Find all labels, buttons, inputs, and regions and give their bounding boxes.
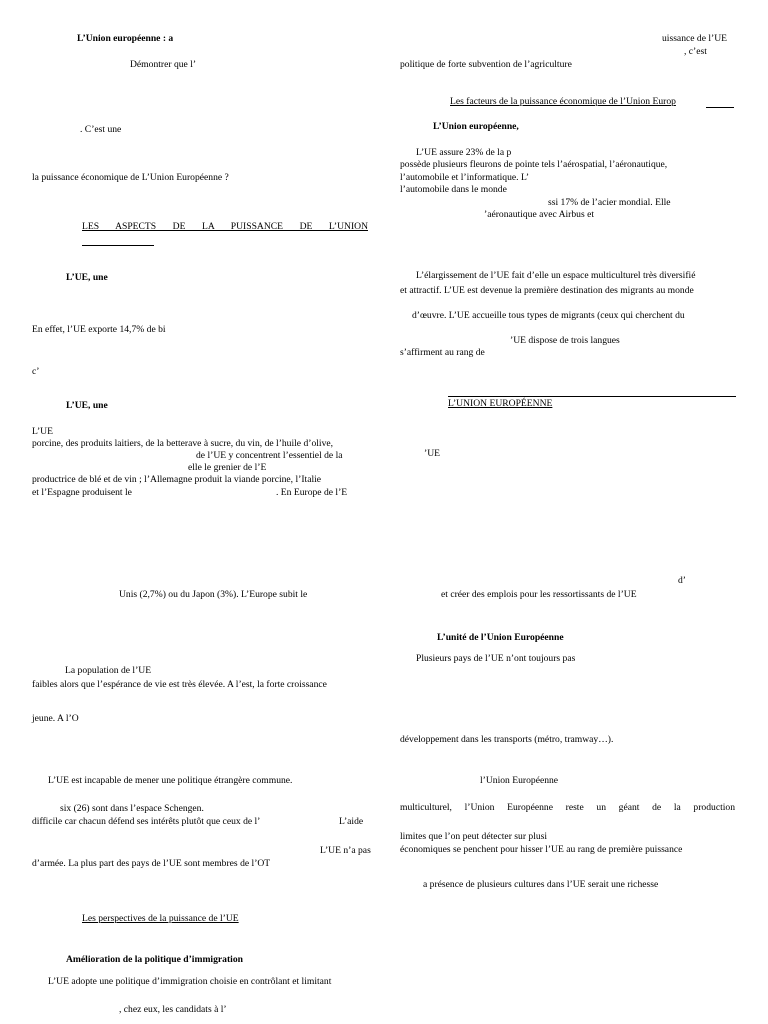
paragraph-faibles: faibles alors que l’espérance de vie est très élevée. A l’est, la forte croissance xyxy=(32,679,327,690)
subheading-amelioration: Amélioration de la politique d’immigration xyxy=(66,954,243,965)
paragraph-fleurons: possède plusieurs fleurons de pointe tels l’aérospatial, l’aéronautique, xyxy=(400,159,668,170)
agri-line-2: porcine, des produits laitiers, de la betterave à sucre, du vin, de l’huile d’olive, xyxy=(32,438,334,449)
intro-question: la puissance économique de L’Union Européenne ? xyxy=(32,172,229,183)
heading-perspectives: Les perspectives de la puissance de l’UE xyxy=(82,913,239,924)
right-puissance-ue: uissance de l’UE xyxy=(662,33,728,44)
paragraph-acier: ssi 17% de l’acier mondial. Elle xyxy=(548,197,671,208)
paragraph-na-pas: L’UE n’a pas xyxy=(320,845,371,856)
document-title: L’Union européenne : a xyxy=(77,33,174,44)
paragraph-automobile: l’automobile et l’informatique. L’ xyxy=(400,172,530,183)
paragraph-transports: développement dans les transports (métro, tramway…). xyxy=(400,734,614,745)
paragraph-presence: a présence de plusieurs cultures dans l’UE serait une richesse xyxy=(423,879,659,890)
right-cest: , c’est xyxy=(684,46,707,57)
paragraph-attractif: et attractif. L’UE est devenue la première destination des migrants au monde xyxy=(400,285,694,296)
paragraph-assure: L’UE assure 23% de la p xyxy=(416,147,512,158)
paragraph-emplois: et créer des emplois pour les ressortissants de l’UE xyxy=(441,589,637,600)
paragraph-airbus: ’aéronautique avec Airbus et xyxy=(484,209,595,220)
subheading-ue-une-1: L’UE, une xyxy=(66,272,108,283)
agri-line-1: L’UE xyxy=(32,426,53,437)
paragraph-auto-monde: l’automobile dans le monde xyxy=(400,184,507,195)
paragraph-incapable: L’UE est incapable de mener une politique étrangère commune. xyxy=(48,775,293,786)
heading-union-rule-top xyxy=(448,396,736,397)
subheading-ue-une-2: L’UE, une xyxy=(66,400,108,411)
paragraph-laide: L’aide xyxy=(339,816,364,827)
paragraph-plusieurs: Plusieurs pays de l’UE n’ont toujours pas xyxy=(416,653,576,664)
paragraph-oeuvre: d’œuvre. L’UE accueille tous types de migrants (ceux qui cherchent du xyxy=(412,310,685,321)
intro-demontrer: Démontrer que l’ xyxy=(130,59,197,70)
paragraph-schengen: six (26) sont dans l’espace Schengen. xyxy=(60,803,204,814)
section-heading-aspects: LES ASPECTS DE LA PUISSANCE DE L’UNION xyxy=(82,221,368,232)
paragraph-d: d’ xyxy=(678,575,686,586)
agri-line-5: productrice de blé et de vin ; l’Allemagne produit la viande porcine, l’Italie xyxy=(32,474,322,485)
paragraph-exporte: En effet, l’UE exporte 14,7% de bi xyxy=(32,324,166,335)
paragraph-multiculturel: multiculturel, l’Union Européenne reste un géant de la production xyxy=(400,802,735,813)
paragraph-population: La population de l’UE xyxy=(65,665,152,676)
paragraph-adopte: L’UE adopte une politique d’immigration choisie en contrôlant et limitant xyxy=(48,976,332,987)
heading-union-europeenne: L’UNION EUROPÉENNE xyxy=(448,398,553,409)
paragraph-ue-small: ’UE xyxy=(424,448,440,459)
paragraph-union-europeenne-2: l’Union Européenne xyxy=(480,775,559,786)
paragraph-economiques: économiques se penchent pour hisser l’UE au rang de première puissance xyxy=(400,844,683,855)
paragraph-c: c’ xyxy=(32,366,40,377)
agri-line-7: . En Europe de l’E xyxy=(276,487,348,498)
subheading-union-europeenne: L’Union européenne, xyxy=(433,121,519,132)
agri-line-4: elle le grenier de l’E xyxy=(188,462,267,473)
agri-line-6: et l’Espagne produisent le xyxy=(32,487,132,498)
agri-line-3: de l’UE y concentrent l’essentiel de la xyxy=(196,450,343,461)
paragraph-unis: Unis (2,7%) ou du Japon (3%). L’Europe subit le xyxy=(119,589,308,600)
heading-facteurs-rule xyxy=(706,107,734,108)
paragraph-jeune: jeune. A l’O xyxy=(32,713,79,724)
paragraph-chez-eux: , chez eux, les candidats à l’ xyxy=(119,1004,227,1015)
paragraph-elargissement: L’élargissement de l’UE fait d’elle un espace multiculturel très diversifié xyxy=(416,270,696,281)
paragraph-affirment: s’affirment au rang de xyxy=(400,347,485,358)
subheading-unite: L’unité de l’Union Européenne xyxy=(437,632,564,643)
paragraph-difficile: difficile car chacun défend ses intérêts plutôt que ceux de l’ xyxy=(32,816,261,827)
heading-facteurs: Les facteurs de la puissance économique de l’Union Europ xyxy=(450,96,676,107)
intro-cest-une: . C’est une xyxy=(80,124,122,135)
right-politique: politique de forte subvention de l’agriculture xyxy=(400,59,572,70)
paragraph-limites: limites que l’on peut détecter sur plusi xyxy=(400,831,548,842)
section-heading-rule xyxy=(82,245,154,246)
paragraph-langues: ’UE dispose de trois langues xyxy=(510,335,620,346)
paragraph-armee: d’armée. La plus part des pays de l’UE sont membres de l’OT xyxy=(32,858,271,869)
